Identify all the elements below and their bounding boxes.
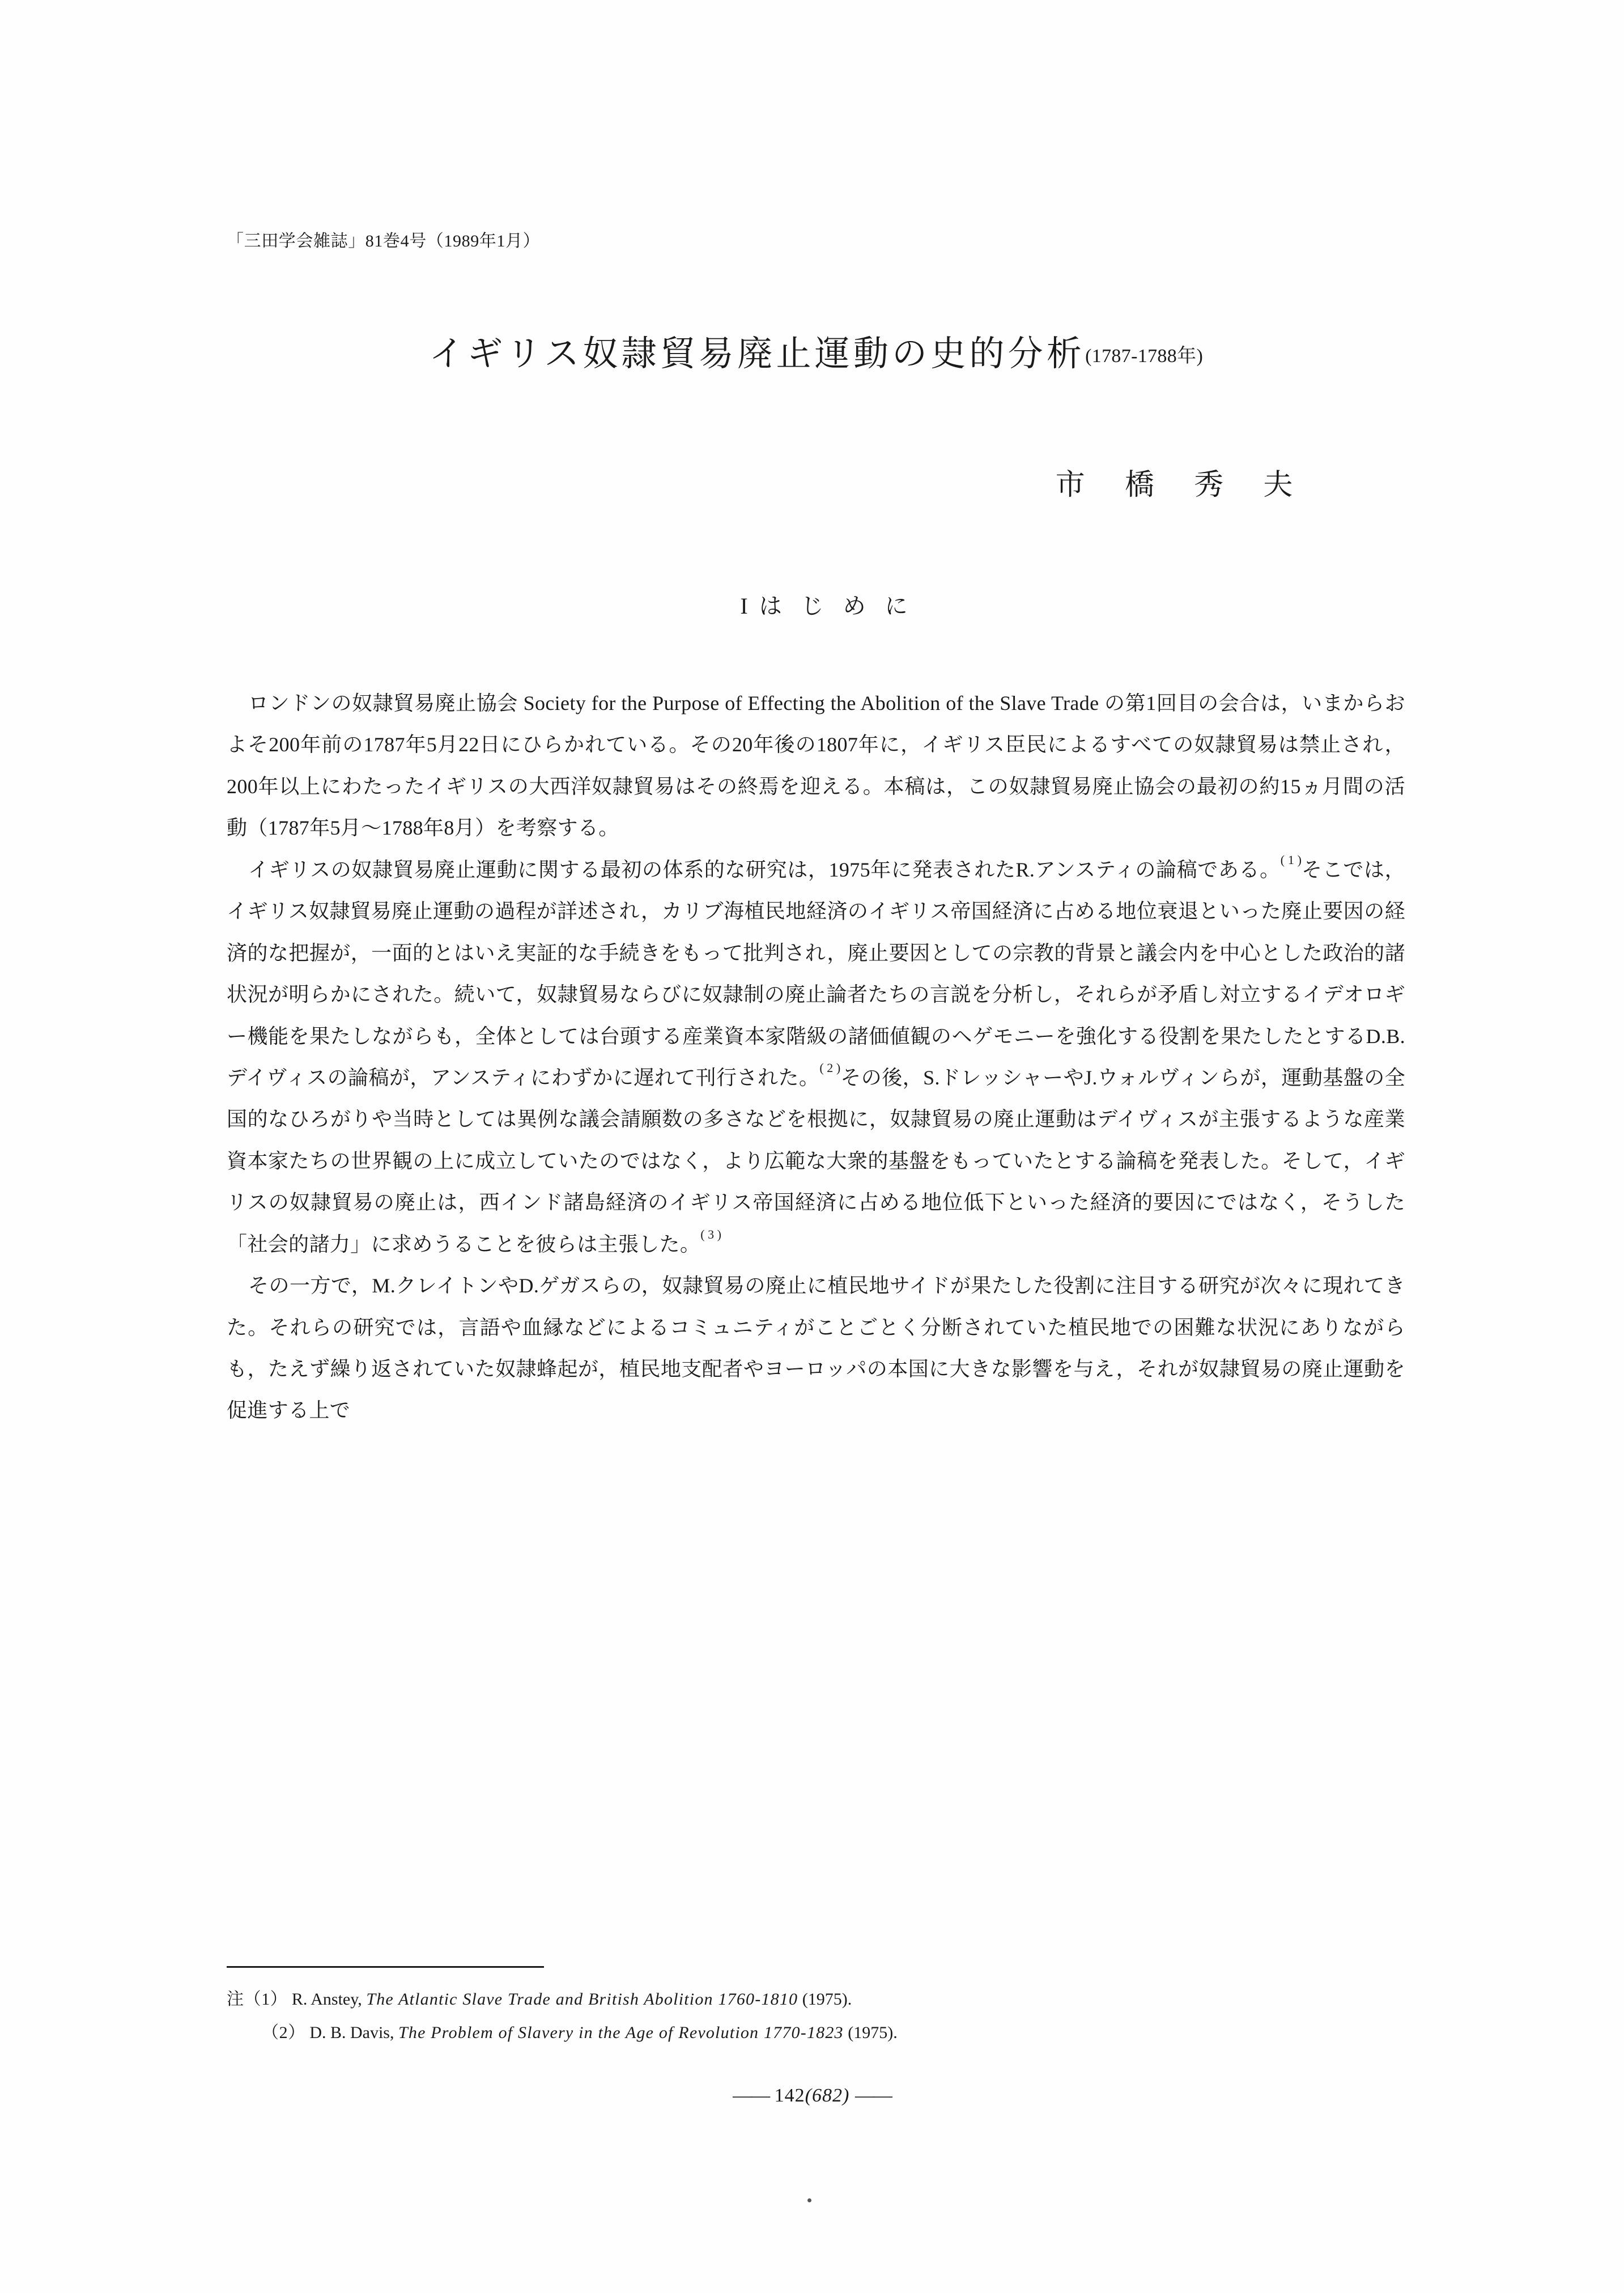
page-number xyxy=(0,2085,1624,2107)
section-numeral: I xyxy=(740,593,759,619)
footnote-divider xyxy=(227,1966,544,1968)
footnote-label: 注（1） xyxy=(227,1990,288,2009)
paragraph-2-part-b: そこでは，イギリス奴隷貿易廃止運動の過程が詳述され，カリブ海植民地経済のイギリス帝国経済に占める地位衰退といった廃止要因の経済的な把握が，一面的とはいえ実証的な手続きをもって批判され，廃止要因としての宗教的背景と議会内を中心とした政治的諸状況が明らかにされた。続いて，奴隷貿易ならびに奴隷制の廃止論者たちの言説を分析し，それらが矛盾し対立するイデオロギー機能を果たしながらも，全体としては台頭する産業資本家階級の諸価値観のヘゲモニーを強化する役割を果たしたとするD.B.デイヴィスの論稿が，アンスティにわずかに遅れて刊行された。 xyxy=(227,858,1405,1089)
paragraph-3: その一方で，M.クレイトンやD.ゲガスらの，奴隷貿易の廃止に植民地サイドが果たした役割に注目する研究が次々に現れてきた。それらの研究では，言語や血縁などによるコミュニティがことごとく分断されていた植民地での困難な状況にありながらも，たえず繰り返されていた奴隷蜂起が，植民地支配者やヨーロッパの本国に大きな影響を与え，それが奴隷貿易の廃止運動を促進する上で xyxy=(227,1274,1405,1422)
bottom-mark xyxy=(807,2198,811,2202)
footnote-author: D. B. Davis, xyxy=(309,2023,394,2042)
note-marker-1: ( 1 ) xyxy=(1280,852,1302,867)
page-number-dash-left: —— xyxy=(733,2085,770,2106)
section-label: は じ め に xyxy=(759,593,915,619)
footnote-label: （2） xyxy=(262,2023,305,2042)
page-number-value: 142 xyxy=(774,2085,805,2106)
page-title: イギリス奴隷貿易廃止運動の史的分析 xyxy=(428,335,1086,373)
footnote-author: R. Anstey, xyxy=(291,1990,362,2009)
author-name: 市 橋 秀 夫 xyxy=(1055,469,1309,501)
page-content xyxy=(227,227,1405,1432)
journal-citation: 「三田学会雑誌」81巻4号（1989年1月） xyxy=(227,232,541,250)
page-title-years: (1787-1788年) xyxy=(1085,346,1204,367)
footnote-item xyxy=(227,2017,1405,2050)
footnote-item xyxy=(227,1983,1405,2017)
page-number-alt: (682) xyxy=(805,2085,850,2106)
paragraph-2-part-c: その後，S.ドレッシャーやJ.ウォルヴィンらが，運動基盤の全国的なひろがりや当時としては異例な議会請願数の多さなどを根拠に，奴隷貿易の廃止運動はデイヴィスが主張するような産業資本家たちの世界観の上に成立していたのではなく，より広範な大衆的基盤をもっていたとする論稿を発表した。そして，イギリスの奴隷貿易の廃止は，西インド諸島経済のイギリス帝国経済に占める地位低下といった経済的要因にではなく，そうした「社会的諸力」に求めうることを彼らは主張した。 xyxy=(227,1066,1406,1256)
section-heading xyxy=(227,588,1405,620)
footnote-year: (1975). xyxy=(802,1990,852,2009)
title-block xyxy=(227,325,1405,376)
footnote-title: The Atlantic Slave Trade and British Abolition 1760-1810 xyxy=(366,1990,798,2009)
note-marker-3: ( 3 ) xyxy=(700,1227,721,1241)
paragraph-2 xyxy=(227,849,1405,1265)
footnote-year: (1975). xyxy=(848,2023,898,2042)
paragraph-2-part-a: イギリスの奴隷貿易廃止運動に関する最初の体系的な研究は，1975年に発表されたR.アンスティの論稿である。 xyxy=(248,858,1281,881)
footnote-title: The Problem of Slavery in the Age of Revolution 1770-1823 xyxy=(398,2023,844,2042)
page-number-dash-right: —— xyxy=(854,2085,891,2106)
note-marker-2: ( 2 ) xyxy=(819,1060,841,1075)
paragraph-1: ロンドンの奴隷貿易廃止協会 Society for the Purpose of Effecting the Abolition of the Slave Trade の第1回目の会合は，いまからおよそ200年前の1787年5月22日にひらかれている。その20年後の1807年に，イギリス臣民によるすべての奴隷貿易は禁止され，200年以上にわたったイギリスの大西洋奴隷貿易はその終焉を迎える。本稿は，この奴隷貿易廃止協会の最初の約15ヵ月間の活動（1787年5月〜1788年8月）を考察する。 xyxy=(227,692,1405,840)
footnote-list xyxy=(227,1983,1405,2049)
